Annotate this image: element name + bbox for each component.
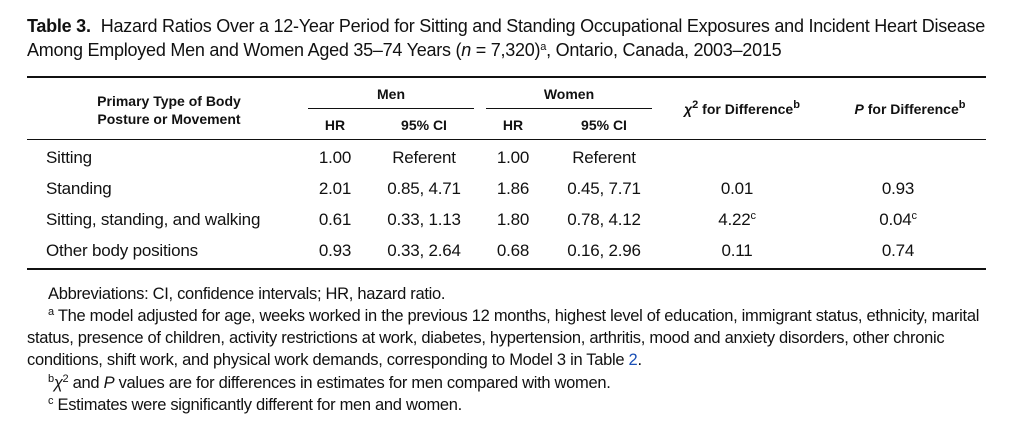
row-label-header	[46, 92, 292, 128]
women-hr-value: 1.80	[496, 210, 530, 229]
row-label: Other body positions	[46, 241, 198, 260]
p-value	[838, 210, 958, 230]
women-hr-value: 1.00	[496, 148, 530, 167]
footnote-b-text: values are for differences in estimates for men compared with women.	[114, 374, 611, 392]
table-number: Table 3.	[27, 16, 91, 36]
men-ci-value: 0.33, 2.64	[387, 241, 461, 260]
women-hr-header: HR	[502, 117, 524, 133]
chi-header-footnote: b	[793, 99, 800, 111]
p-header-footnote: b	[958, 99, 966, 111]
footnote-abbreviations: Abbreviations: CI, confidence intervals; HR, hazard ratio.	[48, 285, 446, 303]
footnote-a-text: The model adjusted for age, weeks worked in the previous 12 months, highest level of education, immigrant status, ethnicity, marital status, presence of children, activity restrictions at work, diabetes, hypertension, arthritis, mood and anxiety disorders, other chronic conditions, shift work, and physical work demands, corresponding to Model 3 in Table	[27, 307, 980, 369]
men-subrule	[308, 108, 474, 109]
chi-square-header	[662, 100, 822, 118]
caption-n-value: = 7,320)	[470, 40, 541, 60]
men-hr-value: 2.01	[318, 179, 352, 198]
women-hr-value: 1.86	[496, 179, 530, 198]
women-ci-value: 0.16, 2.96	[567, 241, 641, 260]
p-value: 0.74	[881, 241, 915, 260]
footnote-c-mark: c	[48, 395, 54, 407]
men-header: Men	[377, 86, 405, 102]
table-header-rule	[27, 139, 986, 140]
men-hr-header: HR	[324, 117, 346, 133]
footnote-c-text: Estimates were significantly different for men and women.	[53, 396, 462, 414]
chi-square-value: 0.01	[720, 179, 754, 198]
significance-footnote-mark: c	[911, 210, 917, 222]
footnote-c	[27, 394, 1002, 416]
row-label-header-line1: Primary Type of Body	[97, 93, 241, 109]
footnote-a	[27, 305, 1002, 371]
p-header-label: for Difference	[863, 101, 959, 117]
caption-n-symbol: n	[461, 40, 471, 60]
caption-location: , Ontario, Canada, 2003–2015	[546, 40, 782, 60]
footnote-b-chi: χ	[53, 374, 63, 392]
table-caption	[27, 14, 1002, 62]
row-label: Sitting, standing, and walking	[46, 210, 261, 229]
chi-header-label: for Difference	[698, 101, 794, 117]
row-label-header-line2: Posture or Movement	[97, 111, 241, 127]
men-ci-header: 95% CI	[401, 117, 447, 133]
women-hr-value: 0.68	[496, 241, 530, 260]
men-hr-value: 0.61	[318, 210, 352, 229]
caption-title: Hazard Ratios Over a 12-Year Period for Sitting and Standing Occupational Exposures and Incident Heart Disease Among Employed Men and Women Aged 35–74 Years (	[27, 16, 986, 60]
footnote-b-mark: b	[48, 373, 54, 385]
men-ci-value: 0.85, 4.71	[387, 179, 461, 198]
women-subrule	[486, 108, 652, 109]
chi-square-value: 0.11	[721, 241, 753, 260]
men-hr-value: 1.00	[318, 148, 352, 167]
footnote-b-and: and	[68, 374, 104, 392]
p-value-header	[830, 100, 990, 118]
table-top-rule	[27, 76, 986, 78]
significance-footnote-mark: c	[750, 210, 756, 222]
chi-square-number: 4.22	[718, 210, 751, 229]
p-symbol: P	[854, 101, 864, 117]
caption-footnote-mark: a	[540, 41, 547, 53]
chi-exponent: 2	[692, 99, 699, 111]
table-bottom-rule	[27, 268, 986, 270]
women-ci-value: 0.78, 4.12	[567, 210, 641, 229]
footnote-a-mark: a	[48, 306, 54, 318]
women-ci-value: 0.45, 7.71	[567, 179, 641, 198]
row-label: Sitting	[46, 148, 92, 167]
table-2-link[interactable]: 2	[628, 351, 638, 369]
men-hr-value: 0.93	[318, 241, 352, 260]
chi-square-value	[688, 210, 786, 230]
women-header: Women	[543, 86, 595, 102]
p-value-number: 0.04	[879, 210, 912, 229]
footnote-b	[27, 372, 1002, 394]
footnote-b-chi-exp: 2	[62, 373, 69, 385]
women-ci-header: 95% CI	[581, 117, 627, 133]
men-ci-value: Referent	[392, 148, 456, 167]
chi-symbol: χ	[684, 101, 693, 117]
p-value: 0.93	[881, 179, 915, 198]
footnote-a-end: .	[637, 351, 642, 369]
women-ci-value: Referent	[572, 148, 636, 167]
row-label: Standing	[46, 179, 112, 198]
men-ci-value: 0.33, 1.13	[387, 210, 461, 229]
footnote-b-p: P	[103, 374, 115, 392]
